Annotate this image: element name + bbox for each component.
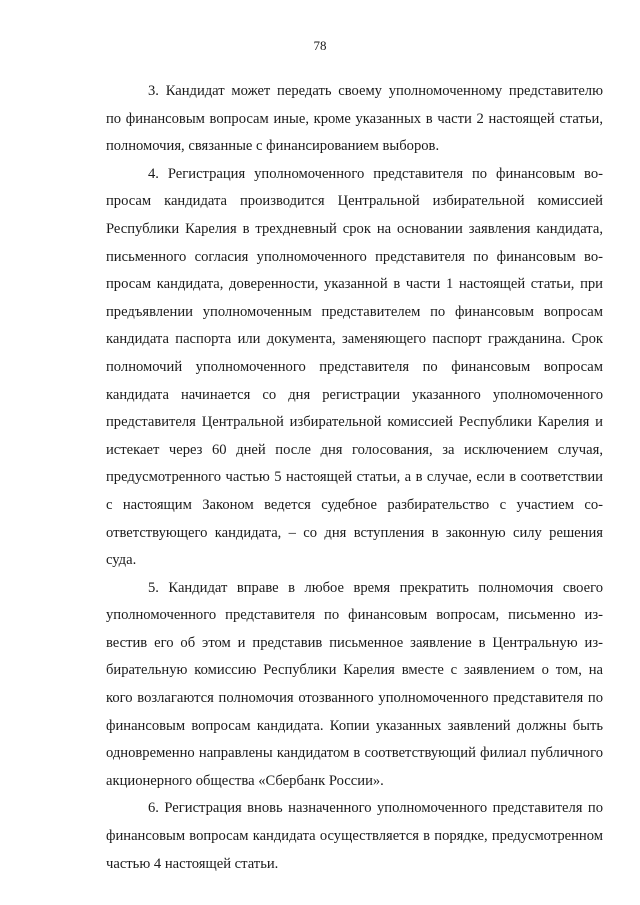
paragraph-part-3: 3. Кандидат может передать своему уполномоченному представителю по финансовым вопросам иные, кроме указанных в части 2 настоящей статьи, полномочия, связанные с финансированием выборов.: [106, 83, 603, 155]
document-body: [106, 78, 603, 878]
paragraph-part-6: 6. Регистрация вновь назначенного уполномоченного представителя по финансовым вопросам кандидата осуществляется в порядке, предусмотренном частью 4 настоящей статьи.: [106, 800, 603, 872]
paragraph-part-4: 4. Регистрация уполномоченного представителя по финансовым вопросам кандидата производится Центральной избирательной комиссией Республики Карелия в трехдневный срок на основании заявления кандидата, письменного согласия уполномоченного представителя по финансовым вопросам кандидата, доверенности, указанной в части 1 настоящей статьи, при предъявлении уполномоченным представителем по финансовым вопросам кандидата паспорта или документа, заменяющего паспорт гражданина. Срок полномочий уполномоченного представителя по финансовым вопросам кандидата начинается со дня регистрации указанного уполномоченного представителя Центральной избирательной комиссией Республики Карелия и истекает через 60 дней после дня голосования, за исключением случая, предусмотренного частью 5 настоящей статьи, а в случае, если в соответствии с настоящим Законом ведется судебное разбирательство с участием соответствующего кандидата, – со дня вступления в законную силу решения суда.: [106, 165, 603, 569]
paragraph-part-5: 5. Кандидат вправе в любое время прекратить полномочия своего уполномоченного представителя по финансовым вопросам, письменно известив его об этом и представив письменное заявление в Центральную избирательную комиссию Республики Карелия вместе с заявлением о том, на кого возлагаются полномочия отозванного уполномоченного представителя по финансовым вопросам кандидата. Копии указанных заявлений должны быть одновременно направлены кандидатом в соответствующий филиал публичного акционерного общества «Сбербанк России».: [106, 579, 603, 789]
page-number: 78: [313, 38, 327, 53]
